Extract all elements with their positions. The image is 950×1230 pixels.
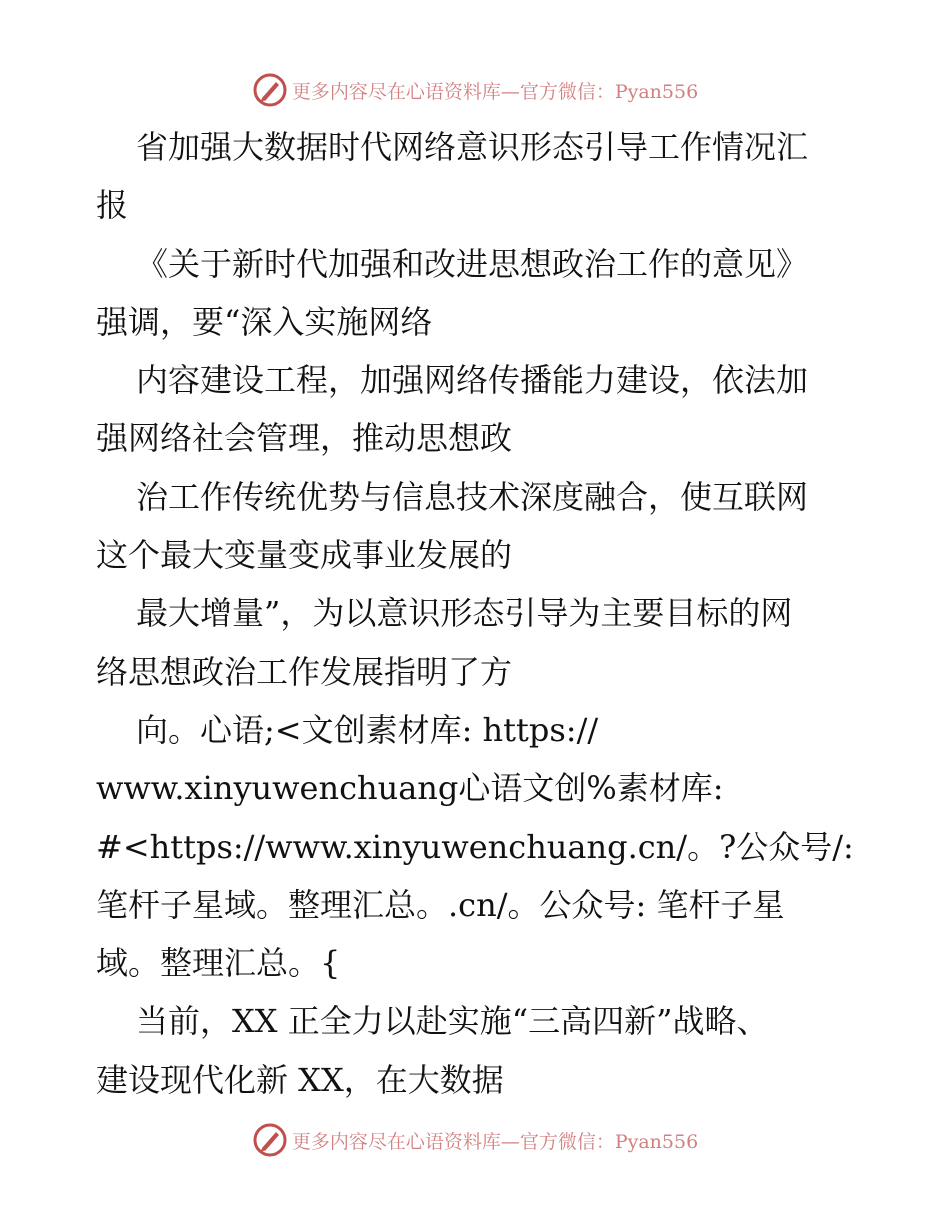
doc-line: 《关于新时代加强和改进思想政治工作的意见》 bbox=[136, 244, 809, 283]
footer-banner-text: 更多内容尽在心语资料库—官方微信：Pyan556 bbox=[291, 1130, 699, 1153]
doc-line: 内容建设工程，加强网络传播能力建设，依法加 bbox=[136, 361, 809, 400]
doc-line: www.xinyuwenchuang心语文创%素材库: bbox=[96, 769, 724, 808]
doc-line: 向。心语;<文创素材库: https:// bbox=[136, 710, 599, 749]
doc-line: 域。整理汇总。{ bbox=[96, 944, 341, 983]
doc-line: 建设现代化新 XX，在大数据 bbox=[96, 1060, 504, 1099]
doc-line: 省加强大数据时代网络意识形态引导工作情况汇 bbox=[136, 128, 809, 166]
footer-banner bbox=[0, 1120, 950, 1160]
doc-line: #<https://www.xinyuwenchuang.cn/。?公众号/: bbox=[96, 827, 854, 866]
doc-line: 强网络社会管理，推动思想政 bbox=[96, 419, 513, 458]
pen-circle-logo-icon bbox=[252, 72, 288, 108]
doc-line: 报 bbox=[96, 186, 129, 225]
doc-line: 强调，要“深入实施网络 bbox=[96, 302, 433, 341]
doc-line: 当前，XX 正全力以赴实施“三高四新”战略、 bbox=[136, 1002, 769, 1041]
doc-line: 治工作传统优势与信息技术深度融合，使互联网 bbox=[136, 477, 809, 516]
doc-line: 这个最大变量变成事业发展的 bbox=[96, 536, 513, 575]
doc-line: 络思想政治工作发展指明了方 bbox=[96, 652, 513, 691]
doc-line: 最大增量”，为以意识形态引导为主要目标的网 bbox=[136, 594, 793, 633]
header-banner-text: 更多内容尽在心语资料库—官方微信：Pyan556 bbox=[291, 80, 699, 103]
document-body bbox=[96, 118, 856, 1109]
doc-line: 笔杆子星域。整理汇总。.cn/。公众号: 笔杆子星 bbox=[96, 885, 785, 924]
pen-circle-logo-icon bbox=[252, 1122, 288, 1158]
header-banner bbox=[0, 70, 950, 110]
